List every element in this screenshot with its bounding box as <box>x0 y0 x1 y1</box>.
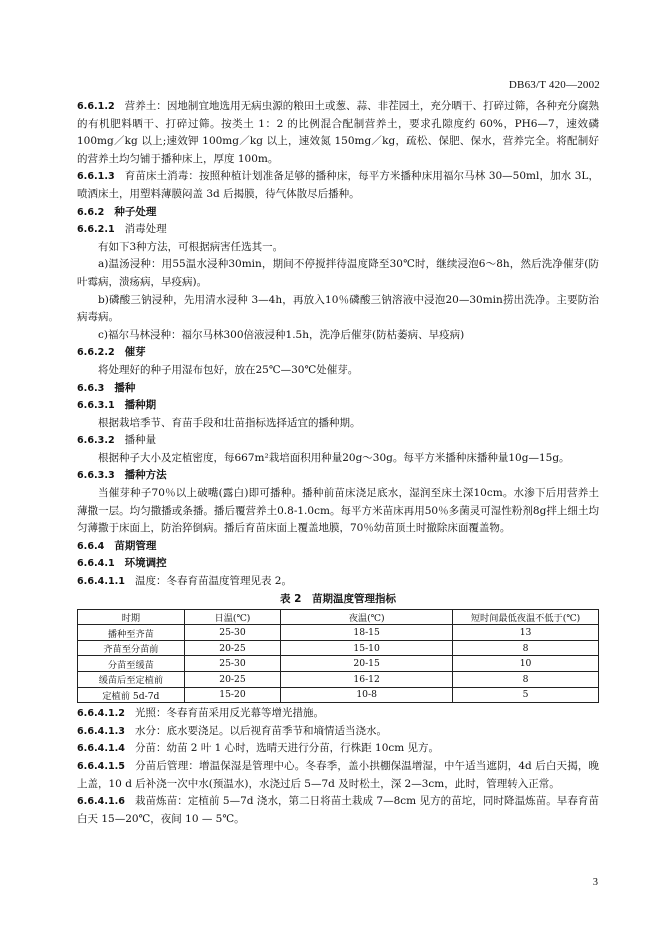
clause-number: 6.6.3.1 <box>77 400 115 412</box>
table-title: 表 2 苗期温度管理指标 <box>280 592 396 605</box>
table-cell: 定植前 5d-7d <box>78 687 185 703</box>
clause-text: 光照：冬春育苗采用反光幕等增光措施。 <box>134 707 324 720</box>
paragraph <box>77 432 599 450</box>
table-cell: 播种至齐苗 <box>78 625 185 641</box>
table-cell: 20-25 <box>184 640 280 656</box>
clause-text: 育苗床土消毒：按照种植计划准备足够的播种床，每平方米播种床用福尔马林 30—50ml，加水 3L，喷洒床土，用塑料薄膜闷盖 3d 后揭膜，待气体散尽后播种。 <box>77 170 599 200</box>
section-list <box>77 98 599 591</box>
header-night-temp: 夜温(℃) <box>281 609 453 625</box>
paragraph <box>77 221 599 239</box>
temperature-table <box>77 609 599 704</box>
table-row <box>78 640 599 656</box>
table-cell: 18-15 <box>281 625 453 641</box>
paragraph: 根据栽培季节、育苗手段和壮苗指标选择适宜的播种期。 <box>98 416 361 429</box>
table-cell: 10-8 <box>281 687 453 703</box>
clause-number: 6.6.2 <box>77 206 105 218</box>
paragraph <box>77 793 599 828</box>
paragraph <box>77 723 599 741</box>
table-cell: 15-10 <box>281 640 453 656</box>
table-cell: 齐苗至分苗前 <box>78 640 185 656</box>
table-cell: 16-12 <box>281 672 453 688</box>
paragraph <box>77 98 599 168</box>
clause-title: 种子处理 <box>114 205 157 218</box>
clause-text: 消毒处理 <box>124 223 167 236</box>
clause-number: 6.6.2.1 <box>77 224 115 236</box>
clause-number: 6.6.4 <box>77 540 105 552</box>
paragraph <box>77 538 599 556</box>
table-row <box>78 656 599 672</box>
clause-number: 6.6.4.1.5 <box>77 760 125 772</box>
clause-text: 分苗后管理：增温保湿是管理中心。冬春季，盖小拱棚保温增湿，中午适当遮阴，4d 后白天揭，晚上盖，10 d 后补浇一次中水(预温水)，水浇过后 5—7d 及时松土，深 2—3cm，此时，管理转入正常。 <box>77 759 599 790</box>
table-cell: 5 <box>453 687 599 703</box>
paragraph <box>77 758 599 793</box>
paragraph: 将处理好的种子用湿布包好，放在25℃—30℃处催芽。 <box>98 363 359 376</box>
header-min-night-temp: 短时间最低夜温不低于(℃) <box>453 609 599 625</box>
paragraph: 当催芽种子70％以上破嘴(露白)即可播种。播种前苗床浇足底水，湿润至床土深10cm。水渗下后用营养土薄撒一层。均匀撒播或条播。播后覆营养土0.8-1.0cm。每平方米苗床再用50％多菌灵可湿性粉剂8g拌上细土均匀薄撒于床面上，防治猝倒病。播后育苗床面上覆盖地膜，70％幼苗顶土时撤除床面覆盖物。 <box>77 487 599 535</box>
clause-text: 温度：冬春育苗温度管理见表 2。 <box>134 575 292 588</box>
paragraph <box>77 740 599 758</box>
table-cell: 分苗至缓苗 <box>78 656 185 672</box>
table-cell: 25-30 <box>184 625 280 641</box>
clause-number: 6.6.1.2 <box>77 101 115 112</box>
table-cell: 15-20 <box>184 687 280 703</box>
clause-number: 6.6.1.3 <box>77 171 115 183</box>
clause-number: 6.6.4.1.4 <box>77 743 125 755</box>
table-cell: 13 <box>453 625 599 641</box>
paragraph <box>77 705 599 723</box>
table-cell: 20-25 <box>184 672 280 688</box>
paragraph <box>77 573 599 591</box>
document-code: DB63/T 420—2002 <box>508 79 600 91</box>
paragraph: c)福尔马林浸种：福尔马林300倍液浸种1.5h，洗净后催芽(防枯萎病、早疫病) <box>98 328 465 341</box>
paragraph <box>77 204 599 222</box>
table-cell: 25-30 <box>184 656 280 672</box>
paragraph <box>77 168 599 203</box>
clause-title: 播种期 <box>124 399 157 412</box>
clause-number: 6.6.2.2 <box>77 347 115 359</box>
clause-title: 苗期管理 <box>114 539 157 552</box>
clause-number: 6.6.3.3 <box>77 470 115 482</box>
clause-text: 营养土：因地制宜地选用无病虫源的粮田土或葱、蒜、非茬园土，充分晒干、打碎过筛，各种充分腐熟的有机肥料晒干、打碎过筛。按类土 1：2 的比例混合配制营养土，要求孔隙度约 60%，PH6—7，速效磷 100mg／kg 以上;速效钾 100mg／kg 以上，速效氮 150mg／kg，疏松、保肥、保水，营养完全。将配制好的营养土均匀铺于播种床上，厚度 100m。 <box>77 100 599 165</box>
clause-number: 6.6.4.1.6 <box>77 796 125 808</box>
paragraph: 根据种子大小及定植密度，每667m²栽培面积用种量20g～30g。每平方米播种床播种量10g—15g。 <box>98 451 570 464</box>
header-day-temp: 日温(℃) <box>184 609 280 625</box>
table-cell: 8 <box>453 672 599 688</box>
paragraph: 有如下3种方法，可根据病害任选其一。 <box>98 240 284 253</box>
page-number: 3 <box>592 877 598 888</box>
clause-title: 催芽 <box>124 346 146 359</box>
clause-number: 6.6.4.1.3 <box>77 725 125 737</box>
table-header-row <box>78 609 599 625</box>
paragraph <box>77 467 599 485</box>
clause-number: 6.6.3.2 <box>77 435 115 447</box>
clause-title: 播种方法 <box>124 469 167 482</box>
paragraph: a)温汤浸种：用55温水浸种30min，期间不停搅拌待温度降至30℃时，继续浸泡6～8h，然后洗净催芽(防叶霉病，溃疡病，早疫病)。 <box>77 258 599 288</box>
paragraph: b)磷酸三钠浸种，先用清水浸种 3—4h，再放入10％磷酸三钠溶液中浸泡20—30min捞出洗净。主要防治病毒病。 <box>77 293 599 324</box>
clause-text: 播种量 <box>124 434 157 447</box>
table-row <box>78 687 599 703</box>
table-row <box>78 672 599 688</box>
document-body <box>77 98 599 828</box>
clause-number: 6.6.4.1 <box>77 558 115 570</box>
table-row <box>78 625 599 641</box>
clause-number: 6.6.4.1.1 <box>77 576 125 588</box>
paragraph <box>77 380 599 398</box>
clause-text: 栽苗炼苗：定植前 5—7d 浇水，第二日将苗土栽成 7—8cm 见方的苗坨，同时降温炼苗。早春育苗白天 15—20℃，夜间 10 — 5℃。 <box>77 795 599 825</box>
clause-text: 分苗：幼苗 2 叶 1 心时，选晴天进行分苗，行株距 10cm 见方。 <box>134 742 440 755</box>
clause-text: 水分：底水要浇足。以后视育苗季节和墒情适当浇水。 <box>134 724 387 737</box>
paragraph <box>77 555 599 573</box>
paragraph <box>77 344 599 362</box>
header-period: 时期 <box>78 609 185 625</box>
table-cell: 10 <box>453 656 599 672</box>
table-cell: 缓苗后至定植前 <box>78 672 185 688</box>
clause-title: 播种 <box>114 381 136 394</box>
section-list-after <box>77 705 599 828</box>
clause-number: 6.6.3 <box>77 382 105 394</box>
table-cell: 20-15 <box>281 656 453 672</box>
paragraph <box>77 397 599 415</box>
table-cell: 8 <box>453 640 599 656</box>
clause-number: 6.6.4.1.2 <box>77 708 125 720</box>
clause-title: 环境调控 <box>124 557 167 570</box>
